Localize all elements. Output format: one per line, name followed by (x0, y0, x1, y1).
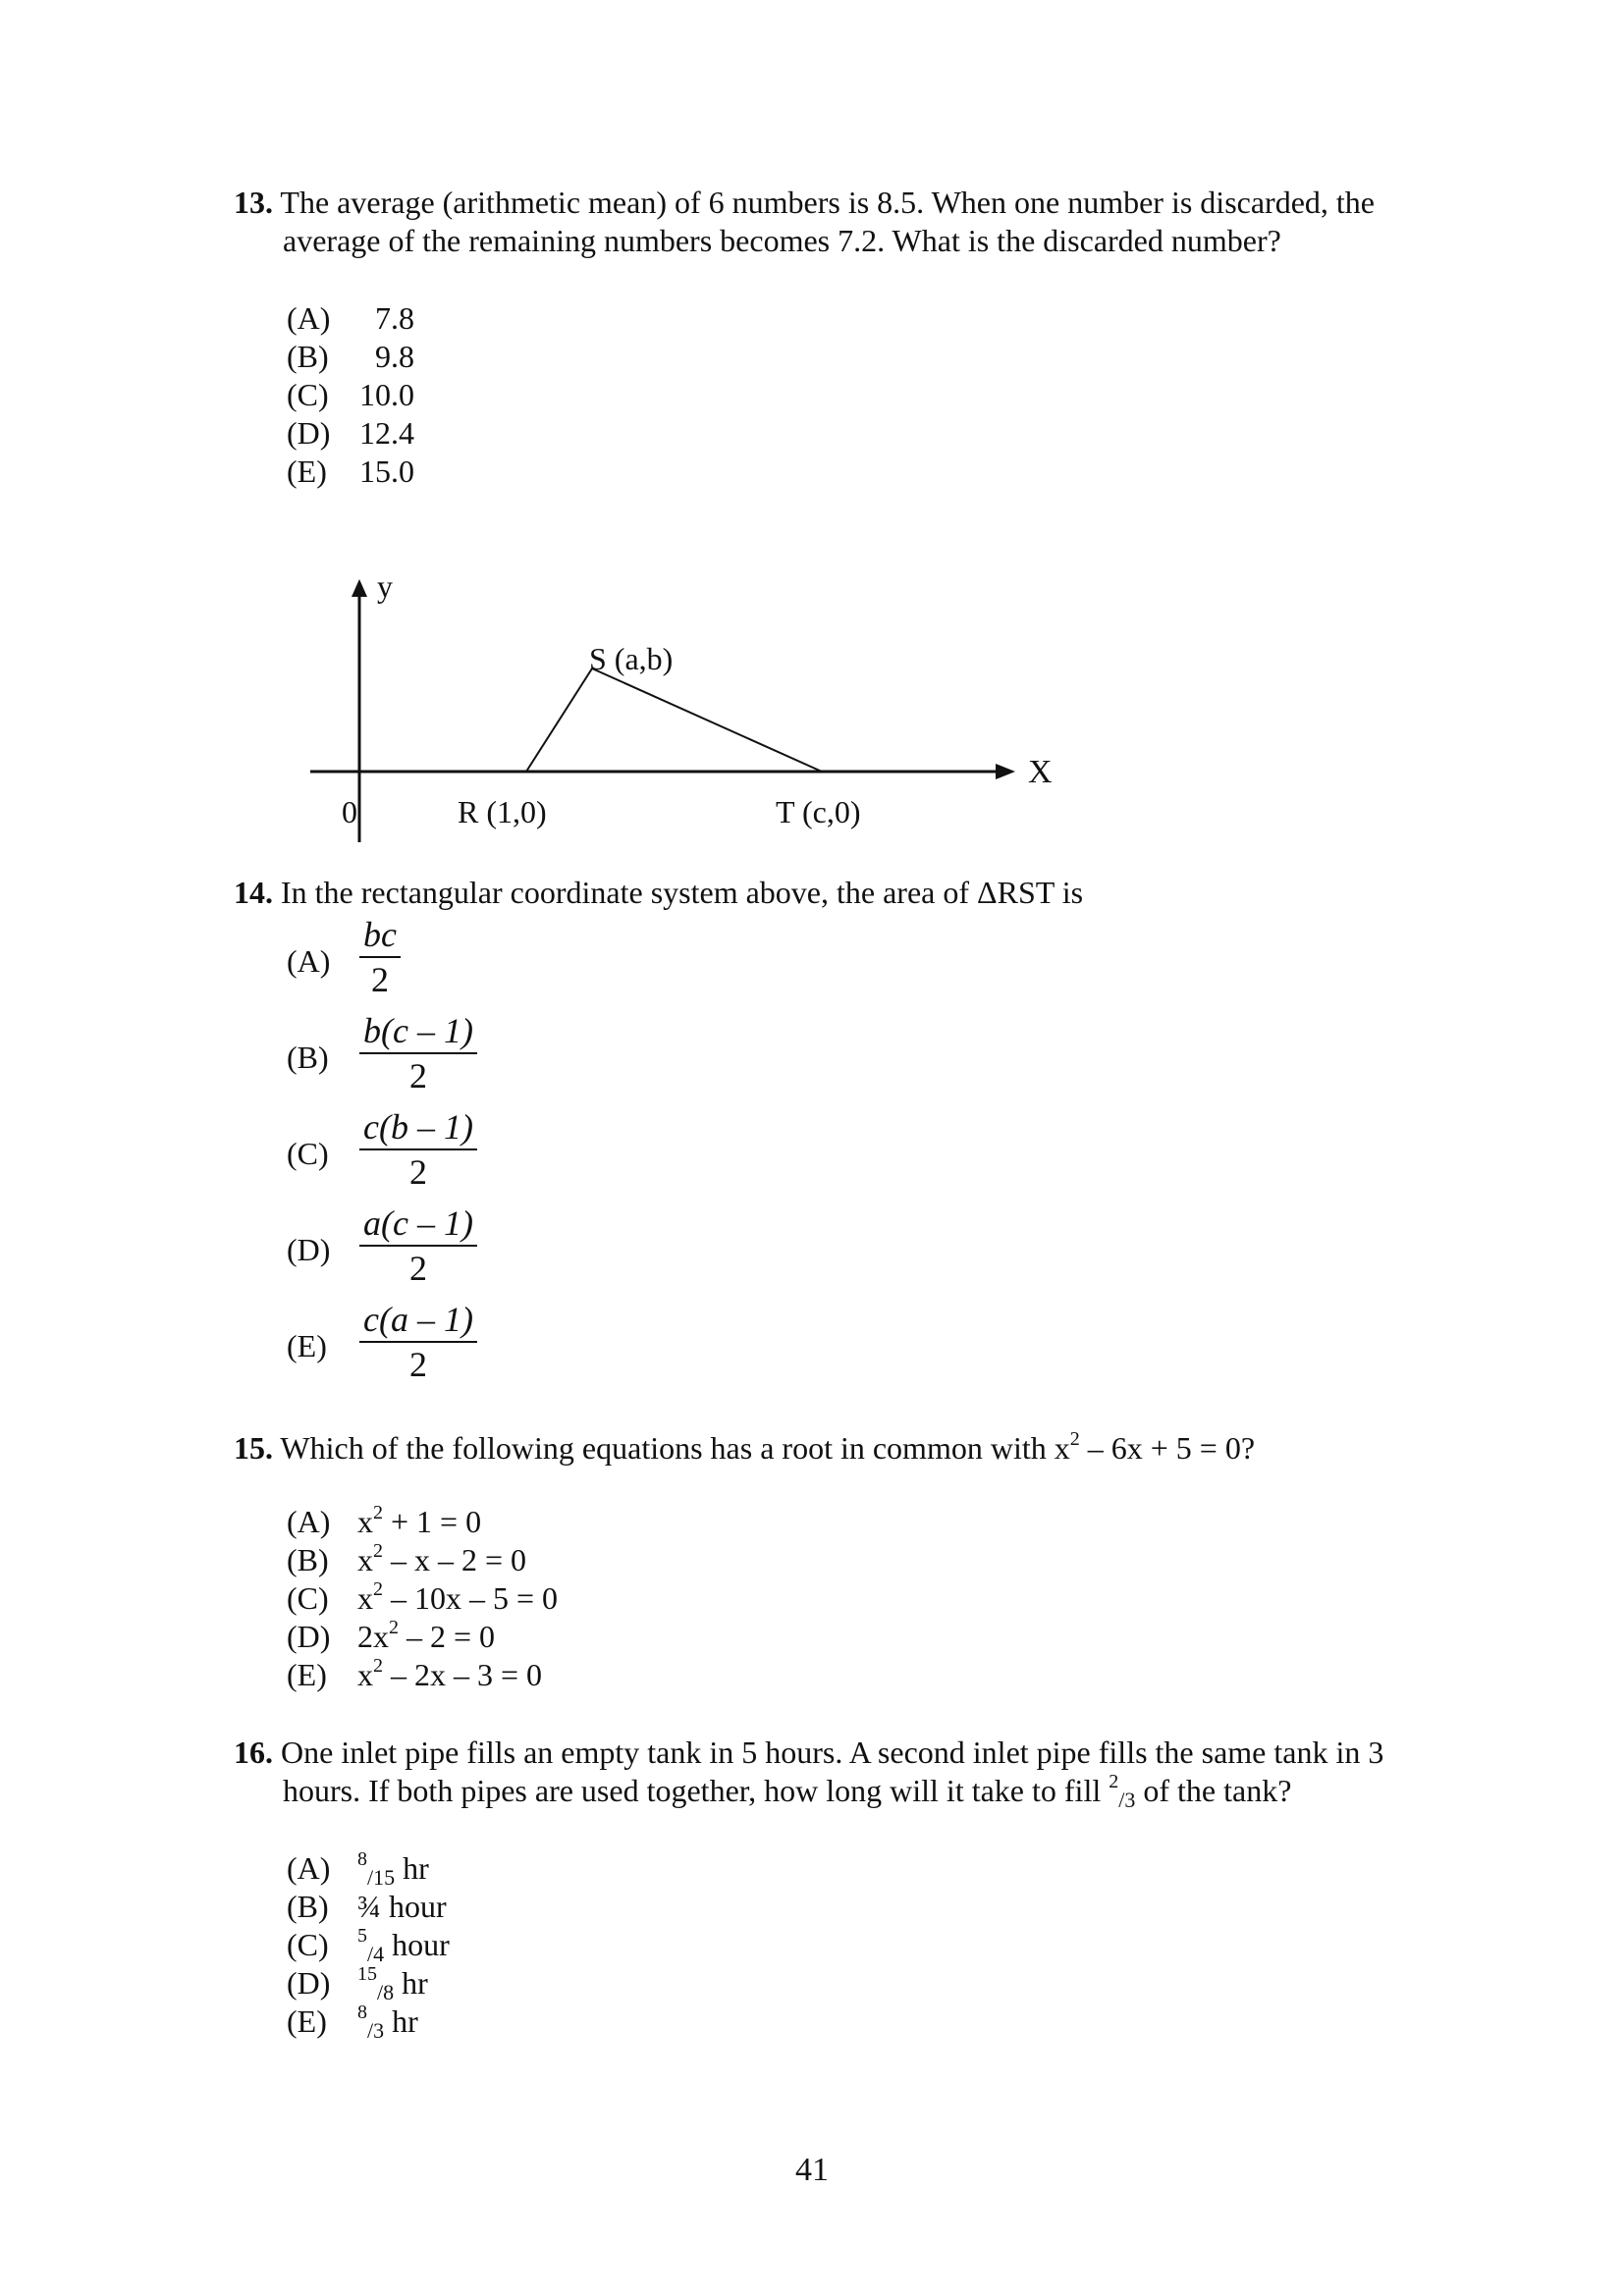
triangle-side-st (592, 668, 822, 772)
q14-option-e-fraction: c(a – 1) 2 (359, 1300, 477, 1386)
q14-option-b-fraction: b(c – 1) 2 (359, 1011, 477, 1097)
point-t-label: T (c,0) (776, 794, 861, 829)
q16-option-d[interactable]: (D) $^{15}_{/8}$ hr (287, 1963, 428, 2004)
q15-line1: 15. Which of the following equations has a root in common with $x^2 - 6x + 5 = 0$? (234, 1428, 1256, 1466)
q16-option-a[interactable]: (A) $^8_{/15}$ hr (287, 1848, 429, 1890)
q15-option-b[interactable]: (B) $x^2 - x - 2 = 0$ (287, 1540, 527, 1577)
x-axis-arrowhead (996, 764, 1015, 779)
triangle-side-rs (526, 668, 592, 772)
y-axis-label: y (377, 568, 393, 604)
q16-number: 16. (234, 1735, 273, 1770)
page-number: 41 (795, 2152, 829, 2188)
q16-line2: hours. If both pipes are used together, how long will it take to fill $^2_{/3}$ of the tank? (283, 1771, 1292, 1812)
q15-number: 15. (234, 1430, 273, 1466)
q13-option-a-value: 7.8 (375, 300, 414, 336)
q15-option-c[interactable]: (C) $x^2 - 10x - 5 = 0$ (287, 1578, 559, 1616)
q14-option-e[interactable]: (E) (287, 1328, 327, 1363)
q14-option-d-fraction: a(c – 1) 2 (359, 1203, 477, 1290)
q14-number: 14. (234, 875, 273, 910)
q15-option-d[interactable]: (D) $2x^2 - 2 = 0$ (287, 1617, 496, 1654)
q14-option-c[interactable]: (C) (287, 1136, 329, 1171)
q16-option-e[interactable]: (E) $^8_{/3}$ hr (287, 2002, 418, 2043)
point-s-label: S (a,b) (589, 641, 674, 676)
q14-option-d[interactable]: (D) (287, 1232, 331, 1267)
q13-line1: 13. The average (arithmetic mean) of 6 numbers is 8.5. When one number is discarded, the (234, 185, 1375, 220)
q13-option-b[interactable]: (B) (287, 339, 329, 374)
x-axis-label: X (1028, 754, 1053, 790)
q14-option-b[interactable]: (B) (287, 1040, 329, 1075)
q15-option-a[interactable]: (A) $x^2 + 1 = 0$ (287, 1502, 482, 1539)
q13-option-a[interactable]: (A) (287, 300, 331, 336)
q13-option-b-value: 9.8 (375, 339, 414, 374)
q14-line1: 14. In the rectangular coordinate system above, the area of ΔRST is (234, 875, 1084, 910)
point-r-label: R (1,0) (458, 794, 547, 829)
q13-option-d[interactable]: (D) (287, 415, 331, 451)
q13-option-c-value: 10.0 (359, 377, 414, 412)
q14-option-a[interactable]: (A) (287, 943, 331, 979)
q13-option-e-value: 15.0 (359, 454, 414, 489)
q13-number: 13. (234, 185, 273, 220)
y-axis-arrowhead (352, 579, 367, 597)
q13-line2: average of the remaining numbers becomes 7.2. What is the discarded number? (283, 223, 1281, 258)
q16-option-c[interactable]: (C) $^5_{/4}$ hour (287, 1925, 450, 1966)
q16-option-b[interactable]: (B) ¾ hour (287, 1889, 447, 1924)
q14-option-c-fraction: c(b – 1) 2 (359, 1107, 477, 1194)
q16-line1: 16. One inlet pipe fills an empty tank in 5 hours. A second inlet pipe fills the same tank in 3 (234, 1735, 1384, 1770)
q14-option-a-fraction: bc 2 (359, 915, 401, 1001)
q15-option-e[interactable]: (E) $x^2 - 2x - 3 = 0$ (287, 1655, 543, 1692)
coordinate-figure (0, 0, 1624, 883)
q13-option-c[interactable]: (C) (287, 377, 329, 412)
origin-label: 0 (342, 794, 357, 829)
q13-option-d-value: 12.4 (359, 415, 414, 451)
q13-option-e[interactable]: (E) (287, 454, 327, 489)
